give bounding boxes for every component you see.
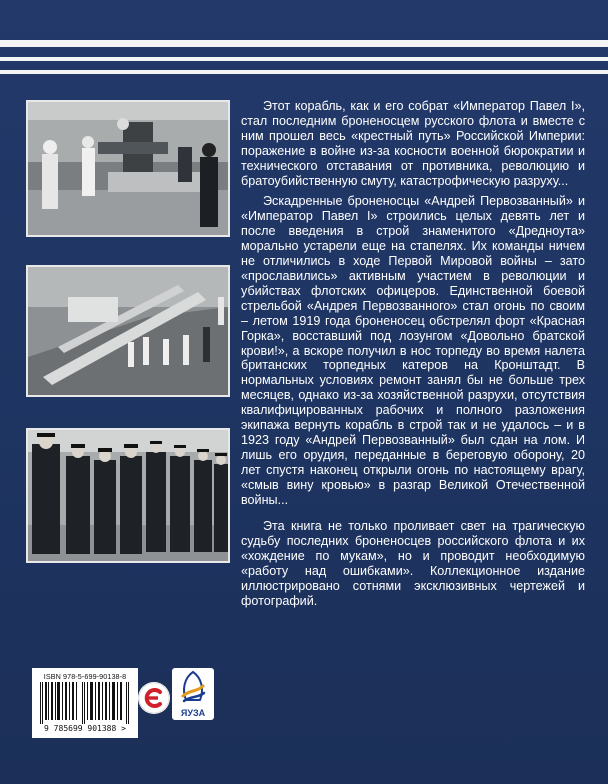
top-stripe-bottom: [0, 70, 608, 74]
paragraph-intro: Этот корабль, как и его собрат «Император Павел I», стал последним броненосцем русского флота и вместе с ним прошел весь «крестный путь» Российской Империи: поражение в войне из-за косности военной бюрократии и технического отставания от противника, революцию и братоубийственную смуту, катастрофическую разруху...: [241, 99, 585, 188]
yuza-wave-icon: [172, 668, 214, 708]
eksmo-e-icon: [138, 682, 170, 714]
top-stripe-middle: [0, 57, 608, 61]
top-stripe-wide: [0, 40, 608, 47]
eksmo-logo: [138, 682, 170, 714]
paragraph-history: Эскадренные броненосцы «Андрей Первозванный» и «Император Павел I» строились целых девять лет и после введения в строй знаменитого «Дредноута» морально устарели еще на стапелях. Их команды ничем не отличились в ходе Первой Мировой войны – зато «прославились» активным участием в революции и убийствах флотских офицеров. Единственной боевой стрельбой «Андрея Первозванного» стал огонь по своим – летом 1919 года броненосец обстрелял форт «Красная Горка», восставший под лозунгом «Довольно братской крови!», а вскоре получил в нос торпеду во время налета британских торпедных катеров на Кронштадт. В нормальных условиях ремонт занял бы не больше трех месяцев, однако из-за хозяйственной разрухи, отсутствия квалифицированных рабочих и полного разложения экипажа вернуть корабль в строй так и не удалось – и в 1923 году «Андрей Первозванный» был сдан на лом. И лишь его орудия, переданные в береговую оборону, 20 лет спустя наконец открыли огонь по настоящему врагу, «смыв вину кровью» в разгар Великой Отечественной войны...: [241, 194, 585, 507]
isbn-digits: 9 785699 901388 >: [44, 724, 126, 733]
paragraph-about-book: Эта книга не только проливает свет на трагическую судьбу последних броненосцев российского флота и их «хождение по мукам», но и проводит необходимую «работу над ошибками». Коллекционное издание иллюстрировано сотнями эксклюзивных чертежей и фотографий.: [241, 519, 585, 608]
photo-officers-group: [26, 428, 230, 563]
barcode-bars: [40, 682, 130, 724]
photo-sailors-on-deck: [26, 100, 230, 237]
photo-gun-turret: [26, 265, 230, 397]
isbn-barcode: [32, 668, 138, 738]
isbn-label: ISBN 978-5-699-90138-8: [43, 672, 127, 681]
back-cover-text: [241, 99, 585, 650]
yuza-logo-text: ЯУЗА: [180, 708, 206, 718]
yuza-publisher-logo: [172, 668, 214, 720]
